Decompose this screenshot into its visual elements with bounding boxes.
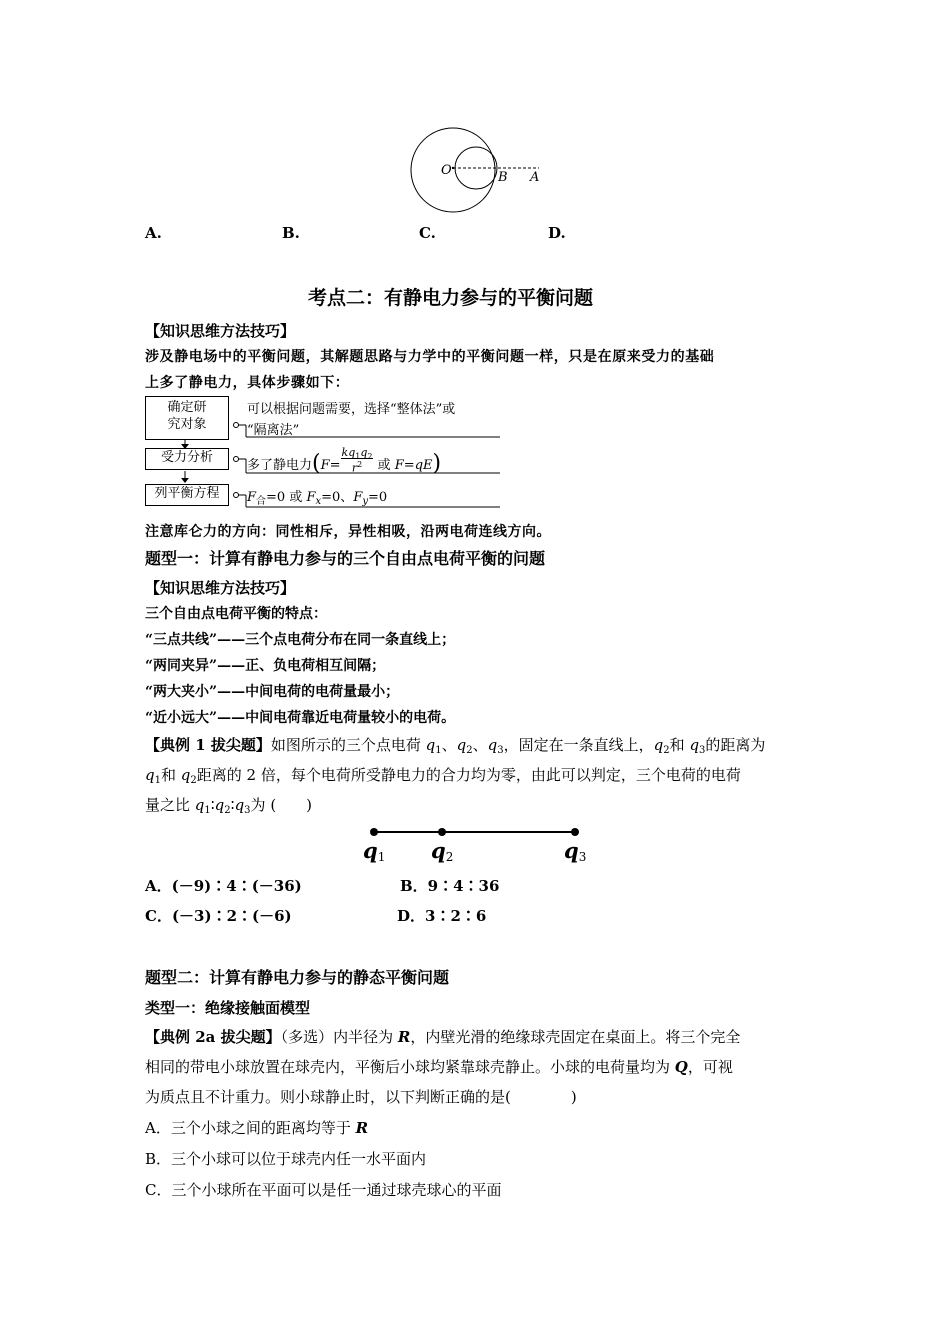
outer-circle [411, 128, 495, 212]
flow-step-3: 列平衡方程 [145, 484, 229, 506]
example1-option-b: B．9∶4∶36 [400, 877, 500, 895]
charge-q1-dot [370, 828, 378, 836]
example2-option-b: B．三个小球可以位于球壳内任一水平面内 [145, 1150, 427, 1168]
charge-q2-label: $q_2$ [431, 838, 454, 864]
intro-line-1: 涉及静电场中的平衡问题，其解题思路与力学中的平衡问题一样，只是在原来受力的基础 [145, 349, 715, 365]
example2-option-a: A．三个小球之间的距离均等于 R [145, 1119, 369, 1137]
type1-line-1: 三个自由点电荷平衡的特点： [145, 606, 327, 622]
charge-line-diagram [360, 822, 590, 842]
flow-step-1: 确定研 究对象 [145, 396, 229, 440]
flow-step1-desc-2: “隔离法” [247, 423, 300, 438]
top-option-d: D. [548, 224, 566, 242]
type2-subtitle: 类型一：绝缘接触面模型 [145, 999, 311, 1017]
type2-title: 题型二：计算有静电力参与的静态平衡问题 [145, 968, 450, 987]
intro-line-2: 上多了静电力，具体步骤如下： [145, 375, 350, 391]
section-title: 考点二：有静电力参与的平衡问题 [308, 287, 594, 309]
top-option-b: B. [282, 224, 300, 242]
type1-line-5: “近小远大”——中间电荷靠近电荷量较小的电荷。 [145, 710, 456, 726]
flow-step2-desc: 多了静电力(F= $\frac{kq_1q_2}{r^2}$ 或 F=qE) [247, 446, 442, 476]
flow-step1-desc-1: 可以根据问题需要，选择“整体法”或 [247, 402, 456, 417]
type1-title: 题型一：计算有静电力参与的三个自由点电荷平衡的问题 [145, 549, 546, 568]
label-o: O [441, 163, 452, 178]
flow-step3-desc: $F_合=0$ 或 $F_x=0$、$F_y=0$ [247, 490, 388, 507]
example2-line-2: 相同的带电小球放置在球壳内，平衡后小球均紧靠球壳静止。小球的电荷量均为 Q，可视 [145, 1058, 733, 1076]
type1-line-2: “三点共线”——三个点电荷分布在同一条直线上； [145, 632, 456, 648]
tips-label-1: 【知识思维方法技巧】 [145, 322, 296, 340]
type1-line-3: “两同夹异”——正、负电荷相互间隔； [145, 658, 386, 674]
top-option-c: C. [419, 224, 436, 242]
tips-label-2: 【知识思维方法技巧】 [145, 579, 296, 597]
example2-line-1: 【典例 2a 拔尖题】（多选）内半径为 R，内壁光滑的绝缘球壳固定在桌面上。将三个完全 [145, 1028, 741, 1046]
charge-q3-dot [571, 828, 579, 836]
charge-q2-dot [438, 828, 446, 836]
label-a: A [530, 170, 540, 185]
top-option-a: A. [145, 224, 162, 242]
example1-line-1: 【典例 1 拔尖题】如图所示的三个点电荷 $q_1$、$q_2$、$q_3$，固定在一条直线上，$q_2$和 $q_3$的距离为 [145, 736, 766, 756]
coulomb-note: 注意库仑力的方向：同性相斥，异性相吸，沿两电荷连线方向。 [145, 524, 551, 540]
type1-line-4: “两大夹小”——中间电荷的电荷量最小； [145, 684, 400, 700]
example1-option-c: C．(－3)∶2∶(－6) [145, 907, 292, 925]
flow-step-2: 受力分析 [145, 448, 229, 470]
example1-line-2: $q_1$和 $q_2$距离的 2 倍，每个电荷所受静电力的合力均为零，由此可以判定，三个电荷的电荷 [145, 766, 741, 786]
charge-q1-label: $q_1$ [363, 838, 386, 864]
example2-option-c: C．三个小球所在平面可以是任一通过球壳球心的平面 [145, 1181, 502, 1199]
example1-line-3: 量之比 $q_1∶q_2∶q_3$为 ( ) [145, 796, 313, 816]
label-b: B [498, 170, 508, 185]
example1-option-a: A．(－9)∶4∶(－36) [145, 877, 302, 895]
charge-q3-label: $q_3$ [564, 838, 587, 864]
example1-option-d: D．3∶2∶6 [397, 907, 487, 925]
example2-line-3: 为质点且不计重力。则小球静止时，以下判断正确的是( ) [145, 1088, 577, 1106]
